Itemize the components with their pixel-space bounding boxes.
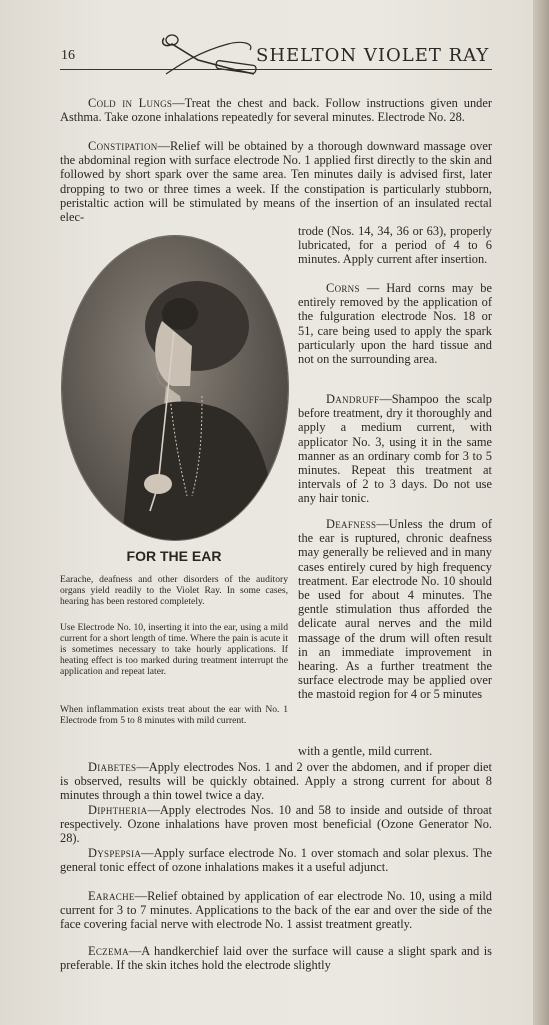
entry-text: —Apply surface electrode No. 1 over stomach and solar plexus. The general tonic effect of ozone inhalations makes it a useful adjunct. (60, 846, 492, 875)
page-number: 16 (61, 48, 75, 63)
entry-text: —Shampoo the scalp before treatment, dry it thoroughly and apply a medium current, with applicator No. 3, using it in the same manner as an ordinary comb for 3 to 5 minutes. Repeat this treatment at intervals of 2 to 3 days. Do not use any hair tonic. (298, 392, 492, 506)
entry-text: trode (Nos. 14, 34, 36 or 63), properly lubricated, for a period of 4 to 6 minutes. Apply current after insertion. (298, 224, 492, 267)
entry-corns (298, 281, 492, 366)
entry-text: with a gentle, mild current. (298, 744, 433, 758)
entry-text: —Relief obtained by application of ear electrode No. 10, using a mild current for 3 to 7 minutes. Applications to the back of the ear and over the side of the face covering facial nerve with electrode No. 1 assist treatment greatly. (60, 889, 492, 932)
entry-diphtheria (60, 803, 492, 846)
entry-text: —Unless the drum of the ear is ruptured, chronic deafness may generally be relieved and in many cases entirely cured by high frequency treatment. Ear electrode No. 10 should be used for about 4 minutes. The gentle stimulation thus afforded the delicate aural nerves and the mild massage of the drum will often result in an immediate improvement in hearing. As a further treatment the surface electrode may be applied over the mastoid region for 4 or 5 minutes (298, 517, 492, 702)
entry-text: — Hard corns may be entirely removed by the application of the fulguration electrode Nos. 18 or 51, care being used to apply the spark particularly upon the hard tissue and not on the surrounding area. (298, 281, 492, 367)
entry-text: —A handkerchief laid over the surface will cause a slight spark and is preferable. If the skin itches hold the electrode slightly (60, 944, 492, 973)
entry-earache (60, 889, 492, 932)
woman-portrait-illustration (62, 236, 288, 540)
entry-deafness (298, 517, 492, 702)
entry-term: Diphtheria (88, 803, 148, 817)
entry-term: Eczema (88, 944, 129, 958)
figure-caption-3: When inflammation exists treat about the ear with No. 1 Electrode from 5 to 8 minutes with mild current. (60, 704, 288, 726)
entry-diabetes (60, 760, 492, 803)
entry-cold-in-lungs (60, 96, 492, 124)
brand-title: SHELTON VIOLET RAY (256, 45, 490, 66)
entry-term: Corns (326, 281, 360, 295)
entry-term: Constipation (88, 139, 158, 153)
entry-term: Deafness (326, 517, 377, 531)
ear-treatment-photo (62, 236, 288, 540)
entry-deafness-end (298, 744, 492, 758)
figure-caption-1: Earache, deafness and other disorders of the auditory organs yield readily to the Violet Ray. In some cases, hearing has been restored completely. (60, 574, 288, 607)
header-rule (60, 69, 492, 70)
entry-text: —Relief will be obtained by a thorough downward massage over the abdominal region with surface electrode No. 1 applied first directly to the skin and followed by short spark over the same area. Ten minutes daily is advised first, later dropping to two or three times a week. If the constipation is particularly stubborn, peristaltic action will be stimulated by means of the insertion of an insulated rectal elec- (60, 139, 492, 225)
entry-term: Dandruff (326, 392, 380, 406)
entry-constipation-continued (298, 224, 492, 267)
entry-text: —Apply electrodes Nos. 10 and 58 to inside and outside of throat respectively. Ozone inhalations have proven most beneficial (Ozone Generator No. 28). (60, 803, 492, 846)
entry-dandruff (298, 392, 492, 506)
entry-term: Diabetes (88, 760, 137, 774)
entry-constipation (60, 139, 492, 224)
entry-dyspepsia (60, 846, 492, 874)
entry-term: Dyspepsia (88, 846, 142, 860)
violet-ray-wand-icon (158, 30, 258, 82)
book-spine-edge (533, 0, 549, 1025)
figure-caption-2: Use Electrode No. 10, inserting it into the ear, using a mild current for a short length of time. Where the pain is acute it is sometimes necessary to take hourly applications. If heating effect is too marked during treatment interrupt the application and repeat later. (60, 622, 288, 677)
entry-text: —Apply electrodes Nos. 1 and 2 over the abdomen, and if proper diet is observed, results will be quickly obtained. Apply a strong current for about 8 minutes through a thin towel twice a day. (60, 760, 492, 803)
entry-term: Earache (88, 889, 135, 903)
entry-term: Cold in Lungs (88, 96, 173, 110)
entry-text: —Treat the chest and back. Follow instructions given under Asthma. Take ozone inhalations repeatedly for several minutes. Electrode No. 28. (60, 96, 492, 125)
entry-eczema (60, 944, 492, 972)
figure-title: FOR THE EAR (126, 548, 222, 564)
